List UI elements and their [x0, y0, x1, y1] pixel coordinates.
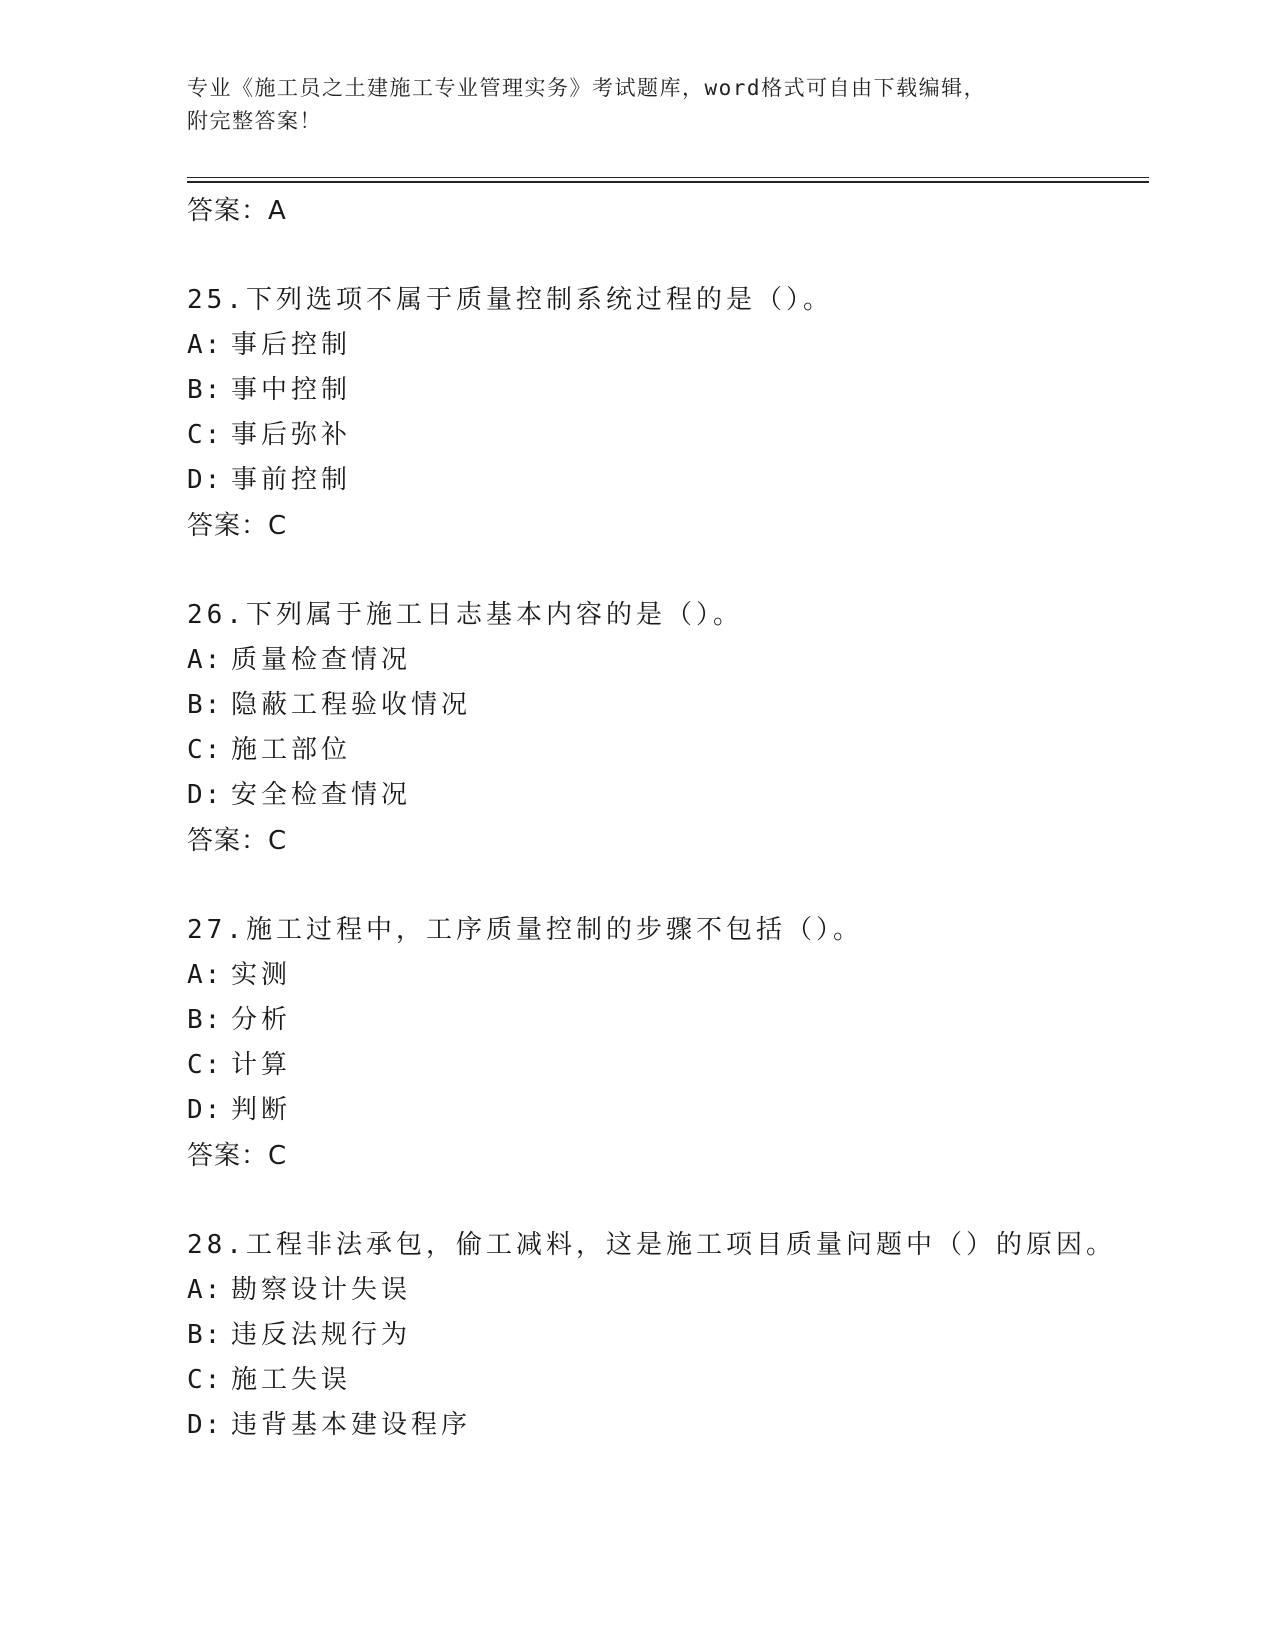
option-b: [187, 998, 1147, 1043]
option-d: [187, 1403, 1147, 1448]
question-stem: 27.施工过程中，工序质量控制的步骤不包括（）。: [187, 915, 863, 945]
option-text: 违反法规行为: [231, 1320, 412, 1350]
option-key: C:: [187, 1365, 223, 1395]
header-line-1: 专业《施工员之土建施工专业管理实务》考试题库，word格式可自由下载编辑，: [187, 76, 987, 100]
option-b: [187, 683, 1147, 728]
option-text: 计算: [231, 1050, 292, 1080]
page-header: [187, 72, 1087, 138]
option-a: [187, 1268, 1147, 1313]
option-text: 实测: [231, 960, 292, 990]
option-key: D:: [187, 780, 223, 810]
option-key: D:: [187, 1095, 223, 1125]
option-text: 隐蔽工程验收情况: [231, 690, 472, 720]
question-list: [187, 188, 1147, 1492]
option-key: C:: [187, 735, 223, 765]
option-text: 事前控制: [231, 465, 352, 495]
option-b: [187, 1313, 1147, 1358]
option-d: [187, 458, 1147, 503]
option-a: [187, 953, 1147, 998]
option-text: 事中控制: [231, 375, 352, 405]
option-d: [187, 773, 1147, 818]
option-d: [187, 1088, 1147, 1133]
option-text: 分析: [231, 1005, 292, 1035]
question-26: [187, 593, 1147, 864]
option-key: A:: [187, 645, 223, 675]
option-key: B:: [187, 1005, 223, 1035]
option-key: A:: [187, 330, 223, 360]
option-text: 质量检查情况: [231, 645, 412, 675]
option-c: [187, 1358, 1147, 1403]
option-c: [187, 1043, 1147, 1088]
option-b: [187, 368, 1147, 413]
option-text: 判断: [231, 1095, 292, 1125]
header-line-2: 附完整答案！: [187, 109, 322, 133]
option-text: 勘察设计失误: [231, 1275, 412, 1305]
option-key: A:: [187, 1275, 223, 1305]
question-stem: 25.下列选项不属于质量控制系统过程的是（）。: [187, 285, 833, 315]
option-key: B:: [187, 690, 223, 720]
option-key: B:: [187, 375, 223, 405]
previous-answer: 答案：A: [187, 196, 287, 226]
option-a: [187, 323, 1147, 368]
question-stem: 28.工程非法承包，偷工减料，这是施工项目质量问题中（）的原因。: [187, 1230, 1116, 1260]
option-c: [187, 728, 1147, 773]
option-key: A:: [187, 960, 223, 990]
question-25: [187, 278, 1147, 549]
option-key: D:: [187, 465, 223, 495]
question-28: [187, 1223, 1147, 1448]
option-key: D:: [187, 1410, 223, 1440]
answer: 答案：C: [187, 511, 288, 541]
answer: 答案：C: [187, 826, 288, 856]
header-divider-thin: [187, 177, 1149, 178]
option-key: B:: [187, 1320, 223, 1350]
answer: 答案：C: [187, 1141, 288, 1171]
option-text: 施工失误: [231, 1365, 352, 1395]
option-key: C:: [187, 1050, 223, 1080]
option-text: 施工部位: [231, 735, 352, 765]
option-c: [187, 413, 1147, 458]
option-text: 违背基本建设程序: [231, 1410, 472, 1440]
header-divider-thick: [187, 181, 1149, 183]
header-divider: [187, 177, 1149, 183]
option-text: 事后弥补: [231, 420, 352, 450]
option-text: 安全检查情况: [231, 780, 412, 810]
option-text: 事后控制: [231, 330, 352, 360]
question-stem: 26.下列属于施工日志基本内容的是（）。: [187, 600, 743, 630]
option-a: [187, 638, 1147, 683]
question-27: [187, 908, 1147, 1179]
option-key: C:: [187, 420, 223, 450]
